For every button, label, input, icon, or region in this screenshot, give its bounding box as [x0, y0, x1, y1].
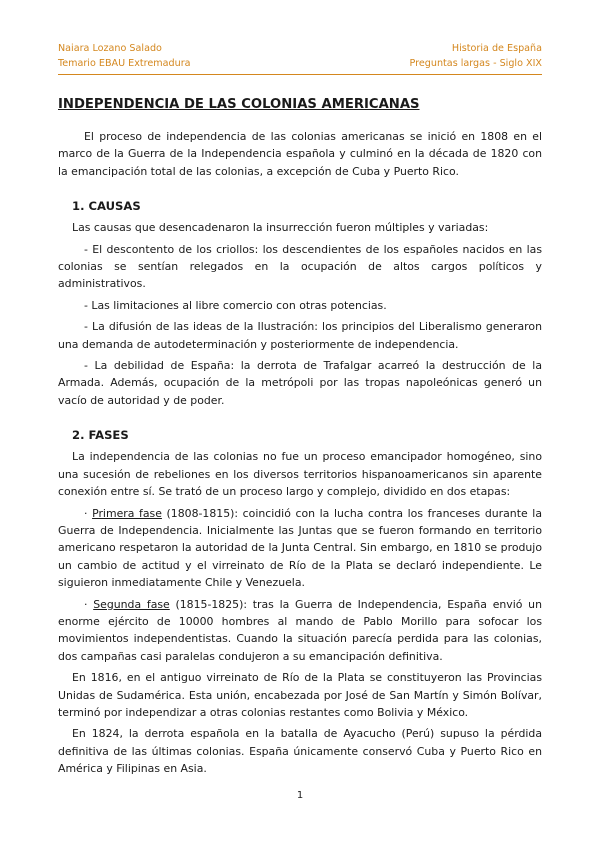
- phase2-name: Segunda fase: [93, 597, 170, 611]
- header-right: [410, 41, 542, 71]
- phases-heading: 2. FASES: [72, 428, 129, 443]
- phase1-text: (1808-1815): coincidió con la lucha contra los franceses durante la Guerra de Independencia. Inicialmente las Juntas que se fueron formando en territorio americano respetaron la autoridad de la Junta Central. Sin embargo, en 1810 se produjo un cambio de actitud y el virreinato de Río de la Plata se declaró independiente. Le siguieron inmediatamente Chile y Venezuela.: [58, 506, 542, 590]
- phase2-paragraph: [58, 596, 542, 666]
- header-left: [58, 41, 191, 71]
- header-course: Temario EBAU Extremadura: [58, 58, 191, 69]
- cause-item-comercio: - Las limitaciones al libre comercio con otras potencias.: [84, 298, 387, 312]
- document-body: [58, 96, 542, 778]
- header-author: Naiara Lozano Salado: [58, 43, 162, 54]
- phase1-name: Primera fase: [92, 506, 162, 520]
- page-title: INDEPENDENCIA DE LAS COLONIAS AMERICANAS: [58, 97, 420, 112]
- phase1-paragraph: [58, 505, 542, 592]
- paragraph-1816: En 1816, en el antiguo virreinato de Río de la Plata se constituyeron las Provincias Unidas de Sudamérica. Esta unión, encabezada por José de San Martín y Simón Bolívar, terminó por independizar a otras colonias restantes como Bolivia y México.: [58, 671, 542, 719]
- causes-lead: Las causas que desencadenaron la insurrección fueron múltiples y variadas:: [72, 221, 489, 235]
- cause-item-debilidad: - La debilidad de España: la derrota de Trafalgar acarreó la destrucción de la Armada. Además, ocupación de la metrópoli por las tropas napoleónicas generó un vacío de autoridad y de poder.: [58, 359, 542, 407]
- phase2-bullet: ·: [84, 597, 94, 611]
- header-section: Preguntas largas - Siglo XIX: [409, 58, 542, 69]
- causes-heading: 1. CAUSAS: [72, 199, 141, 214]
- cause-item-ilustracion: - La difusión de las ideas de la Ilustración: los principios del Liberalismo generaron una demanda de autodeterminación y posteriormente de independencia.: [58, 320, 542, 351]
- page-number: 1: [296, 790, 304, 801]
- cause-item-criollos: - El descontento de los criollos: los descendientes de los españoles nacidos en las colonias se sentían relegados en la ocupación de altos cargos políticos y administrativos.: [58, 242, 542, 291]
- intro-paragraph: El proceso de independencia de las colonias americanas se inició en 1808 en el marco de la Guerra de la Independencia española y culminó en la década de 1820 con la emancipación total de las colonias, a excepción de Cuba y Puerto Rico.: [58, 130, 542, 178]
- header-subject: Historia de España: [451, 43, 542, 54]
- phase1-bullet: ·: [84, 506, 93, 520]
- phases-lead: La independencia de las colonias no fue un proceso emancipador homogéneo, sino una sucesión de rebeliones en los diversos territorios hispanoamericanos sin aparente conexión entre sí. Se trató de un proceso largo y complejo, dividido en dos etapas:: [58, 450, 542, 499]
- header-divider: [58, 74, 542, 75]
- paragraph-1824: En 1824, la derrota española en la batalla de Ayacucho (Perú) supuso la pérdida definitiva de las últimas colonias. España únicamente conservó Cuba y Puerto Rico en América y Filipinas en Asia.: [58, 727, 542, 776]
- phase2-text: (1815-1825): tras la Guerra de Independencia, España envió un enorme ejército de 10000 hombres al mando de Pablo Morillo para sofocar los movimientos independentistas. Cuando la situación parecía perdida para las colonias, dos campañas casi paralelas condujeron a su emancipación definitiva.: [58, 597, 542, 663]
